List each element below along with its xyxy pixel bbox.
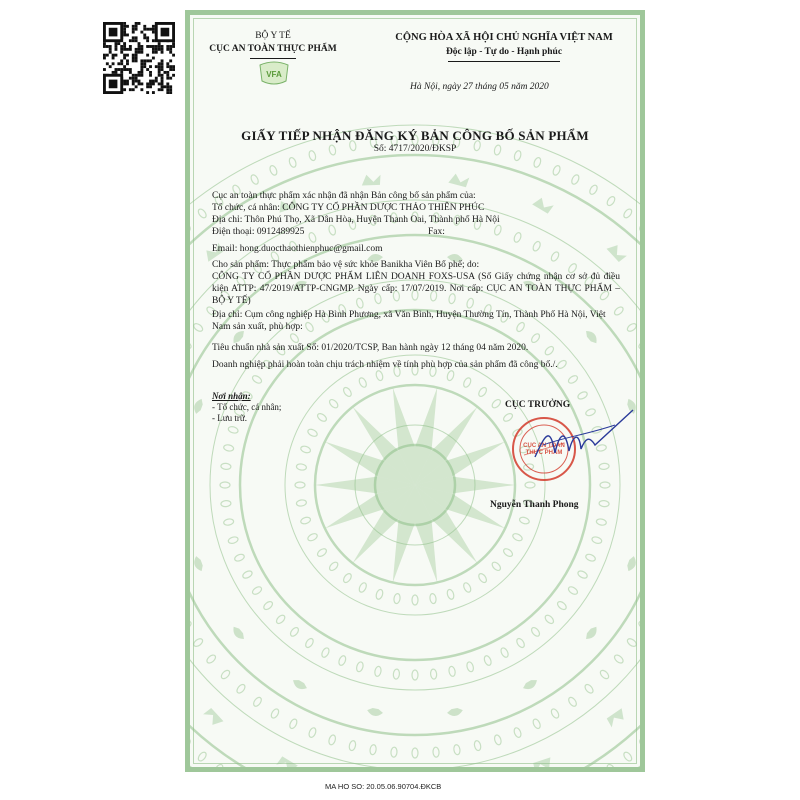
agency-name: CỤC AN TOÀN THỰC PHẨM bbox=[209, 44, 337, 54]
qr-code bbox=[103, 22, 175, 94]
certificate-content bbox=[190, 15, 640, 767]
document-number: Số: 4717/2020/ĐKSP bbox=[373, 144, 457, 154]
recipients bbox=[212, 391, 281, 424]
product-line: Cho sản phẩm: Thực phẩm bảo vệ sức khỏe Banikha Viên Bổ phế; do: bbox=[212, 260, 480, 270]
intro-text: Cục an toàn thực phẩm xác nhận đã nhận Bản công bố sản phẩm của: bbox=[212, 191, 476, 201]
responsibility-line: Doanh nghiệp phải hoàn toàn chịu trách nhiệm về tính phù hợp của sản phẩm đã công bố./. bbox=[212, 360, 558, 370]
standard-line: Tiêu chuẩn nhà sản xuất Số: 01/2020/TCSP, Ban hành ngày 12 tháng 04 năm 2020. bbox=[212, 343, 529, 353]
recipient-item: - Lưu trữ. bbox=[212, 413, 247, 423]
organization: Tổ chức, cá nhân: CÔNG TY CỔ PHẦN DƯỢC THẢO THIÊN PHÚC bbox=[212, 203, 485, 213]
stamp-text: CỤC AN TOÀN THỰC PHẨM bbox=[523, 443, 565, 456]
nation-header bbox=[370, 30, 638, 60]
ministry-name: BỘ Y TẾ bbox=[255, 31, 291, 41]
vfa-logo-icon bbox=[258, 61, 290, 85]
qr-code-icon bbox=[103, 22, 175, 94]
certificate bbox=[185, 10, 645, 772]
handwritten-signature bbox=[525, 405, 635, 465]
signer-name: Nguyễn Thanh Phong bbox=[490, 500, 579, 510]
org-phone: Điện thoại: 0912489925 bbox=[212, 227, 305, 237]
org-email: Email: hong.duocthaothienphuc@gmail.com bbox=[212, 244, 383, 254]
motto-underline bbox=[448, 61, 560, 62]
org-fax: Fax: bbox=[428, 227, 445, 237]
national-motto: Độc lập - Tự do - Hạnh phúc bbox=[445, 47, 563, 57]
issue-date: Hà Nội, ngày 27 tháng 05 năm 2020 bbox=[410, 82, 549, 92]
republic-name: CỘNG HÒA XÃ HỘI CHỦ NGHĨA VIỆT NAM bbox=[395, 32, 613, 43]
producer-address: Địa chỉ: Cụm công nghiệp Hà Bình Phương, xã Văn Bình, Huyện Thường Tín, Thành Phố Hà Nội, Việt Nam sản xuất, phù hợp: bbox=[212, 310, 606, 332]
recipients-title: Nơi nhận: bbox=[212, 391, 251, 401]
ministry-header bbox=[208, 30, 338, 56]
dossier-code: MA HO SO: 20.05.06.90704.ĐKCB bbox=[325, 782, 442, 791]
ministry-underline bbox=[250, 58, 296, 59]
producer-info: CÔNG TY CỔ PHẦN DƯỢC PHẨM LIÊN DOANH FOXS-USA (Số Giấy chứng nhận cơ sở đủ điều kiện ATTP: 47/2019/ATTP-CNGMP. Ngày cấp: 17/07/2019. Nơi cấp: CỤC AN TOÀN THỰC PHẨM – BỘ Y TẾ) bbox=[212, 272, 620, 306]
vfa-logo-text: VFA bbox=[266, 70, 282, 79]
document-title: GIẤY TIẾP NHẬN ĐĂNG KÝ BẢN CÔNG BỐ SẢN PHẨM bbox=[241, 128, 589, 143]
recipient-item: - Tổ chức, cá nhân; bbox=[212, 402, 282, 412]
signer-position: CỤC TRƯỞNG bbox=[505, 400, 571, 410]
org-address: Địa chỉ: Thôn Phú Thọ, Xã Dân Hòa, Huyện Thanh Oai, Thành phố Hà Nội bbox=[212, 215, 500, 225]
